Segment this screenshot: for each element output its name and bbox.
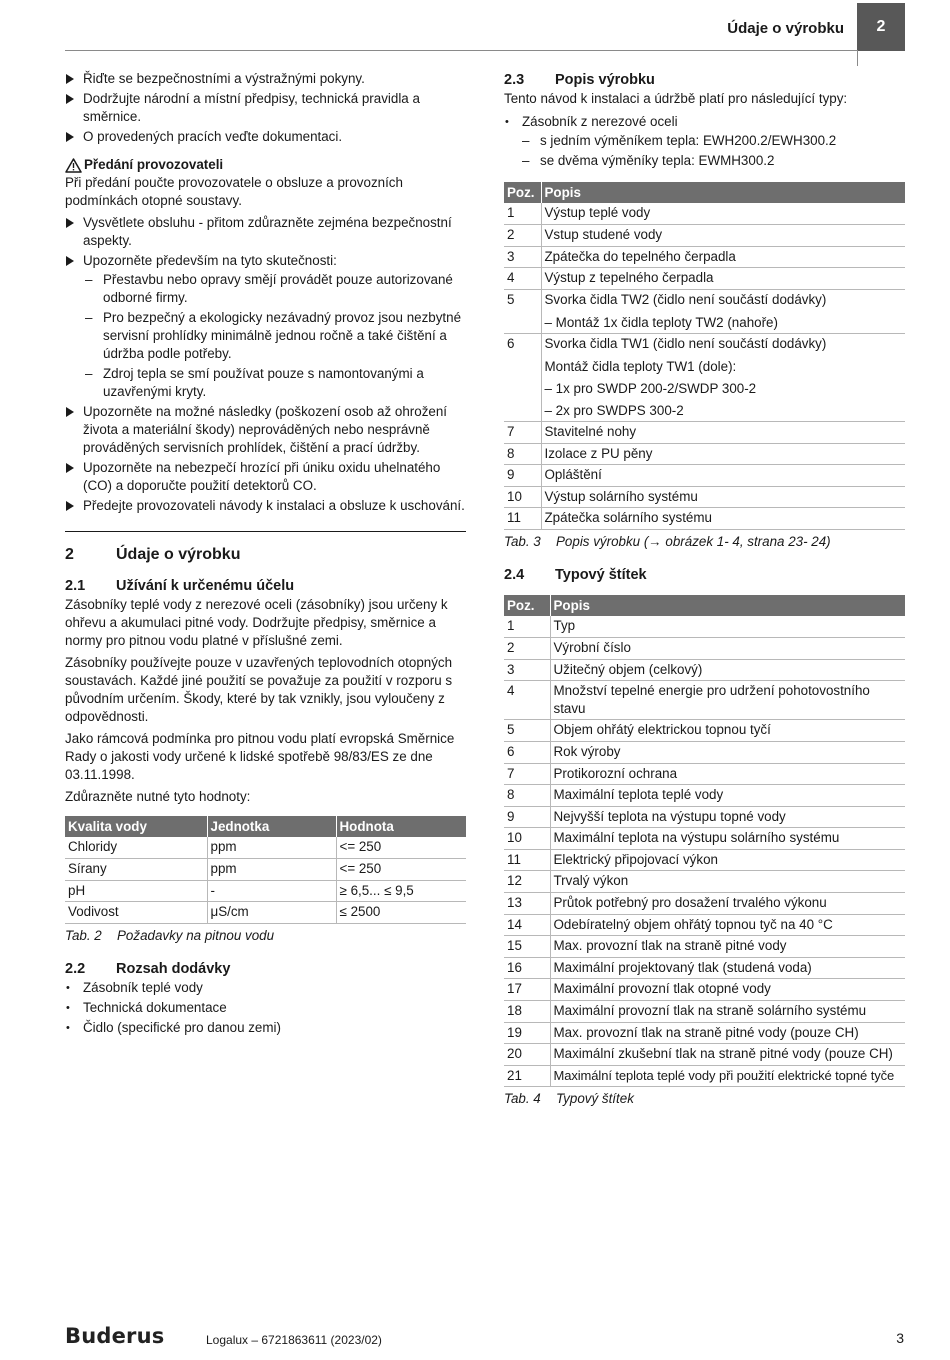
table-cell: – 1x pro SWDP 200-2/SWDP 300-2 <box>544 381 757 397</box>
list-item <box>65 252 466 401</box>
section-title: Popis výrobku <box>555 72 655 88</box>
table-cell: 5 <box>504 720 550 742</box>
table-cell: Množství tepelné energie pro udržení pohotovostního stavu <box>550 681 905 720</box>
table-cell: 1 <box>504 616 550 638</box>
paragraph: Tento návod k instalaci a údržbě platí pro následující typy: <box>504 91 848 106</box>
paragraph: Zásobníky teplé vody z nerezové oceli (zásobníky) jsou určeny k ohřevu a akumulaci pitné vody. Dodržujte předpisy, směrnice a normy pro pitnou vodu platné v příslušné zemi. <box>65 597 448 648</box>
list-item: Řiďte se bezpečnostními a výstražnými pokyny. <box>65 70 466 88</box>
table-cell: - <box>207 880 336 902</box>
variant-list <box>520 132 905 170</box>
table-cell: Maximální provozní tlak otopné vody <box>550 979 905 1001</box>
table-cell: ≤ 2500 <box>336 902 466 924</box>
table-cell: 6 <box>504 333 541 355</box>
table-cell: 9 <box>504 806 550 828</box>
table-row <box>504 289 905 311</box>
table-row <box>504 979 905 1001</box>
chapter-title: Údaje o výrobku <box>116 546 241 563</box>
table-row <box>504 355 905 377</box>
table-header-row <box>504 182 905 203</box>
table-cell: <= 250 <box>336 859 466 881</box>
list-item: • Čidlo (specifické pro danou zemi) <box>65 1019 466 1037</box>
list-item: Předejte provozovateli návody k instalaci a obsluze k uschování. <box>65 497 466 515</box>
table-row <box>504 1001 905 1023</box>
table-cell: 11 <box>504 508 541 530</box>
table-header-cell: Jednotka <box>207 816 336 837</box>
table-cell: ppm <box>207 837 336 859</box>
table-row <box>504 681 905 720</box>
table-cell: ppm <box>207 859 336 881</box>
table-row <box>504 203 905 225</box>
table-cell: 20 <box>504 1044 550 1066</box>
paragraph: Jako rámcová podmínka pro pitnou vodu platí evropská Směrnice Rady o jakosti vody určené k lidské spotřebě 98/83/ES ze dne 03.11.1998. <box>65 731 455 782</box>
table-row <box>504 443 905 465</box>
brand-logo: Buderus <box>65 1324 165 1348</box>
table-cell: 7 <box>504 763 550 785</box>
table-row <box>504 508 905 530</box>
table-cell: Elektrický připojovací výkon <box>550 849 905 871</box>
table-cell: 10 <box>504 828 550 850</box>
table-cell: 3 <box>504 659 550 681</box>
table-cell: Max. provozní tlak na straně pitné vody <box>550 936 905 958</box>
table-cell: Nejvyšší teplota na výstupu topné vody <box>550 806 905 828</box>
table-row <box>504 1065 905 1087</box>
table-row <box>504 806 905 828</box>
table-cell: 4 <box>504 681 550 720</box>
table-row <box>504 957 905 979</box>
sub-list-item: – se dvěma výměníky tepla: EWMH300.2 <box>520 152 905 170</box>
list-item: • Zásobník teplé vody <box>65 979 466 997</box>
table-cell: Maximální projektovaný tlak (studená voda) <box>550 957 905 979</box>
product-description-table <box>504 182 905 530</box>
table-cell: 8 <box>504 785 550 807</box>
table-row <box>504 311 905 334</box>
table-cell: Užitečný objem (celkový) <box>550 659 905 681</box>
section-heading-2-3 <box>504 70 905 90</box>
table-header-cell: Poz. <box>504 595 550 616</box>
table-cell: Vstup studené vody <box>541 225 905 247</box>
list-item: Vysvětlete obsluhu - přitom zdůrazněte zejména bezpečnostní aspekty. <box>65 214 466 250</box>
section-title: Rozsah dodávky <box>116 960 231 977</box>
table-cell: Průtok potřebný pro dosažení trvalého výkonu <box>550 893 905 915</box>
list-item: Dodržujte národní a místní předpisy, technická pravidla a směrnice. <box>65 90 466 126</box>
table-cell: Max. provozní tlak na straně pitné vody (pouze CH) <box>550 1022 905 1044</box>
table-row <box>504 763 905 785</box>
table-row <box>504 659 905 681</box>
warning-triangle-icon <box>65 158 82 173</box>
table-row <box>504 1022 905 1044</box>
table-row <box>504 914 905 936</box>
table-row <box>504 638 905 660</box>
handover-title: Předání provozovateli <box>84 157 224 172</box>
table-cell: Maximální zkušební tlak na straně pitné vody (pouze CH) <box>550 1044 905 1066</box>
document-reference: Logalux – 6721863611 (2023/02) <box>206 1333 382 1347</box>
delivery-scope-list <box>65 979 466 1037</box>
table-cell: Rok výroby <box>550 741 905 763</box>
table-cell: Vodivost <box>65 902 207 924</box>
table-cell: Výstup teplé vody <box>541 203 905 225</box>
chapter-separator <box>65 531 466 532</box>
caption-label: Tab. 3 <box>504 534 541 550</box>
table-cell: 5 <box>504 289 541 311</box>
table-cell: Chloridy <box>65 837 207 859</box>
table-cell: 1 <box>504 203 541 225</box>
table-cell: Objem ohřátý elektrickou topnou tyčí <box>550 720 905 742</box>
table-caption <box>504 533 905 551</box>
section-number: 2.1 <box>65 578 86 594</box>
table-cell: 9 <box>504 465 541 487</box>
list-item <box>504 113 905 170</box>
table-cell: 14 <box>504 914 550 936</box>
table-caption <box>504 1090 905 1108</box>
section-number: 2.2 <box>65 960 86 977</box>
caption-text: Typový štítek <box>556 1091 634 1107</box>
table-row <box>504 246 905 268</box>
list-item-text: Upozorněte především na tyto skutečnosti: <box>83 253 337 268</box>
table-row <box>504 268 905 290</box>
table-header-cell: Popis <box>550 595 905 616</box>
rating-plate-table <box>504 595 905 1087</box>
table-header-cell: Kvalita vody <box>65 816 207 837</box>
list-item: Upozorněte na nebezpečí hrozící při úniku oxidu uhelnatého (CO) a doporučte použití detektorů CO. <box>65 459 466 495</box>
table-caption <box>65 927 466 945</box>
table-row <box>504 399 905 422</box>
section-heading-2-1 <box>65 576 466 596</box>
table-cell: Izolace z PU pěny <box>541 443 905 465</box>
handover-heading <box>65 156 466 174</box>
table-cell: pH <box>65 880 207 902</box>
table-cell: – 2x pro SWDPS 300-2 <box>541 399 905 422</box>
sub-list-item: – Zdroj tepla se smí používat pouze s namontovanými a uzavřenými kryty. <box>83 365 466 401</box>
table-row <box>504 486 905 508</box>
table-cell: 16 <box>504 957 550 979</box>
table-cell: μS/cm <box>207 902 336 924</box>
sub-list-item: – Pro bezpečný a ekologicky nezávadný provoz jsou nezbytné servisní prohlídky minimálně jednou ročně a také čištění a údržba podle potřeby. <box>83 309 466 363</box>
handover-text: Při předání poučte provozovatele o obsluze a provozních podmínkách otopné soustavy. <box>65 175 403 208</box>
table-row <box>504 1044 905 1066</box>
header-rule-tick <box>857 50 858 66</box>
table-row <box>65 837 466 859</box>
caption-label: Tab. 4 <box>504 1091 541 1107</box>
table-row <box>504 741 905 763</box>
table-row <box>504 893 905 915</box>
table-cell: Maximální teplota na výstupu solárního systému <box>550 828 905 850</box>
paragraph: Zásobníky používejte pouze v uzavřených teplovodních otopných soustavách. Každé jiné použití se považuje za použití v rozporu s původním určením. Škody, které by tak vznikly, jsou vyloučeny z odpovědnosti. <box>65 655 453 724</box>
table-cell: Trvalý výkon <box>550 871 905 893</box>
table-cell: Výstup z tepelného čerpadla <box>541 268 905 290</box>
table-header-row <box>65 816 466 837</box>
table-cell: 21 <box>504 1065 550 1087</box>
table-cell: Zpátečka do tepelného čerpadla <box>541 246 905 268</box>
list-item-text: Zásobník z nerezové oceli <box>522 114 678 129</box>
sub-list-item: – Přestavbu nebo opravy smějí provádět pouze autorizované odborné firmy. <box>83 271 466 307</box>
table-cell: 4 <box>504 268 541 290</box>
table-cell: 2 <box>504 225 541 247</box>
table-cell: Maximální provozní tlak na straně solárního systému <box>550 1001 905 1023</box>
list-item: O provedených pracích veďte dokumentaci. <box>65 128 466 146</box>
left-column <box>65 70 466 1039</box>
table-cell: 2 <box>504 638 550 660</box>
table-cell: 12 <box>504 871 550 893</box>
caption-text: Požadavky na pitnou vodu <box>117 927 275 943</box>
table-row <box>504 720 905 742</box>
table-cell <box>504 311 541 334</box>
sub-list-item: – s jedním výměníkem tepla: EWH200.2/EWH300.2 <box>520 132 905 150</box>
table-header-cell: Popis <box>541 182 905 203</box>
table-cell: Maximální teplota teplé vody <box>550 785 905 807</box>
table-cell <box>504 355 541 377</box>
table-cell: Opláštění <box>541 465 905 487</box>
chapter-tab: 2 <box>857 3 905 51</box>
list-item: Upozorněte na možné následky (poškození osob až ohrožení života a materiální škody) neprováděných nebo nesprávně prováděných servisních prohlídek, čištění a prací údržby. <box>65 403 466 457</box>
table-cell: 19 <box>504 1022 550 1044</box>
table-cell <box>504 377 541 399</box>
table-cell: 3 <box>504 246 541 268</box>
table-cell: 10 <box>504 486 541 508</box>
right-column <box>504 70 905 1108</box>
table-cell: Výstup solárního systému <box>541 486 905 508</box>
table-cell: Protikorozní ochrana <box>550 763 905 785</box>
table-cell: 18 <box>504 1001 550 1023</box>
table-header-cell: Hodnota <box>336 816 466 837</box>
chapter-number: 2 <box>65 546 74 563</box>
water-quality-table <box>65 816 466 924</box>
table-row <box>504 616 905 638</box>
section-number: 2.4 <box>504 567 525 584</box>
caption-label: Tab. 2 <box>65 927 102 943</box>
table-row <box>65 880 466 902</box>
table-cell: Sírany <box>65 859 207 881</box>
handover-instructions <box>65 214 466 515</box>
header-rule <box>65 50 857 51</box>
table-row <box>504 785 905 807</box>
table-row <box>504 871 905 893</box>
table-row <box>504 849 905 871</box>
product-types-list <box>504 113 905 170</box>
section-title: Užívání k určenému účelu <box>116 578 295 594</box>
table-cell: Svorka čidla TW1 (čidlo není součástí dodávky) <box>544 335 827 351</box>
table-cell: ≥ 6,5... ≤ 9,5 <box>336 880 466 902</box>
section-heading-2-2 <box>65 959 466 979</box>
table-cell: – Montáž 1x čidla teploty TW2 (nahoře) <box>541 311 905 334</box>
table-row <box>504 333 905 355</box>
table-cell: Stavitelné nohy <box>541 422 905 444</box>
section-title: Typový štítek <box>555 567 647 584</box>
table-header-cell: Poz. <box>504 182 541 203</box>
facts-list <box>83 271 466 401</box>
table-cell: 17 <box>504 979 550 1001</box>
table-cell <box>504 399 541 422</box>
table-row <box>65 902 466 924</box>
table-row <box>504 225 905 247</box>
table-row <box>504 936 905 958</box>
table-cell: 6 <box>504 741 550 763</box>
page-number: 3 <box>896 1330 904 1346</box>
table-header-row <box>504 595 905 616</box>
table-cell: Odebíratelný objem ohřátý topnou tyč na 40 °C <box>550 914 905 936</box>
chapter-heading <box>65 544 466 566</box>
table-row <box>504 377 905 399</box>
table-row <box>504 422 905 444</box>
section-number: 2.3 <box>504 72 525 88</box>
table-cell: 8 <box>504 443 541 465</box>
table-cell: Zpátečka solárního systému <box>541 508 905 530</box>
table-cell: Svorka čidla TW2 (čidlo není součástí dodávky) <box>544 291 827 307</box>
table-cell: 11 <box>504 849 550 871</box>
section-heading-2-4 <box>504 565 905 585</box>
table-cell: Montáž čidla teploty TW1 (dole): <box>544 359 737 375</box>
table-row <box>504 828 905 850</box>
caption-text: Popis výrobku (→ obrázek 1- 4, strana 23- 24) <box>556 534 831 550</box>
list-item: • Technická dokumentace <box>65 999 466 1017</box>
table-cell: 7 <box>504 422 541 444</box>
table-cell: Typ <box>550 616 905 638</box>
paragraph: Zdůrazněte nutné tyto hodnoty: <box>65 789 251 804</box>
table-cell: Maximální teplota teplé vody při použití elektrické topné tyče <box>550 1065 905 1087</box>
table-cell: 13 <box>504 893 550 915</box>
table-cell: 15 <box>504 936 550 958</box>
table-cell: Výrobní číslo <box>550 638 905 660</box>
table-row <box>65 859 466 881</box>
intro-instructions <box>65 70 466 146</box>
table-row <box>504 465 905 487</box>
running-header-title: Údaje o výrobku <box>727 20 844 37</box>
table-cell: <= 250 <box>336 837 466 859</box>
